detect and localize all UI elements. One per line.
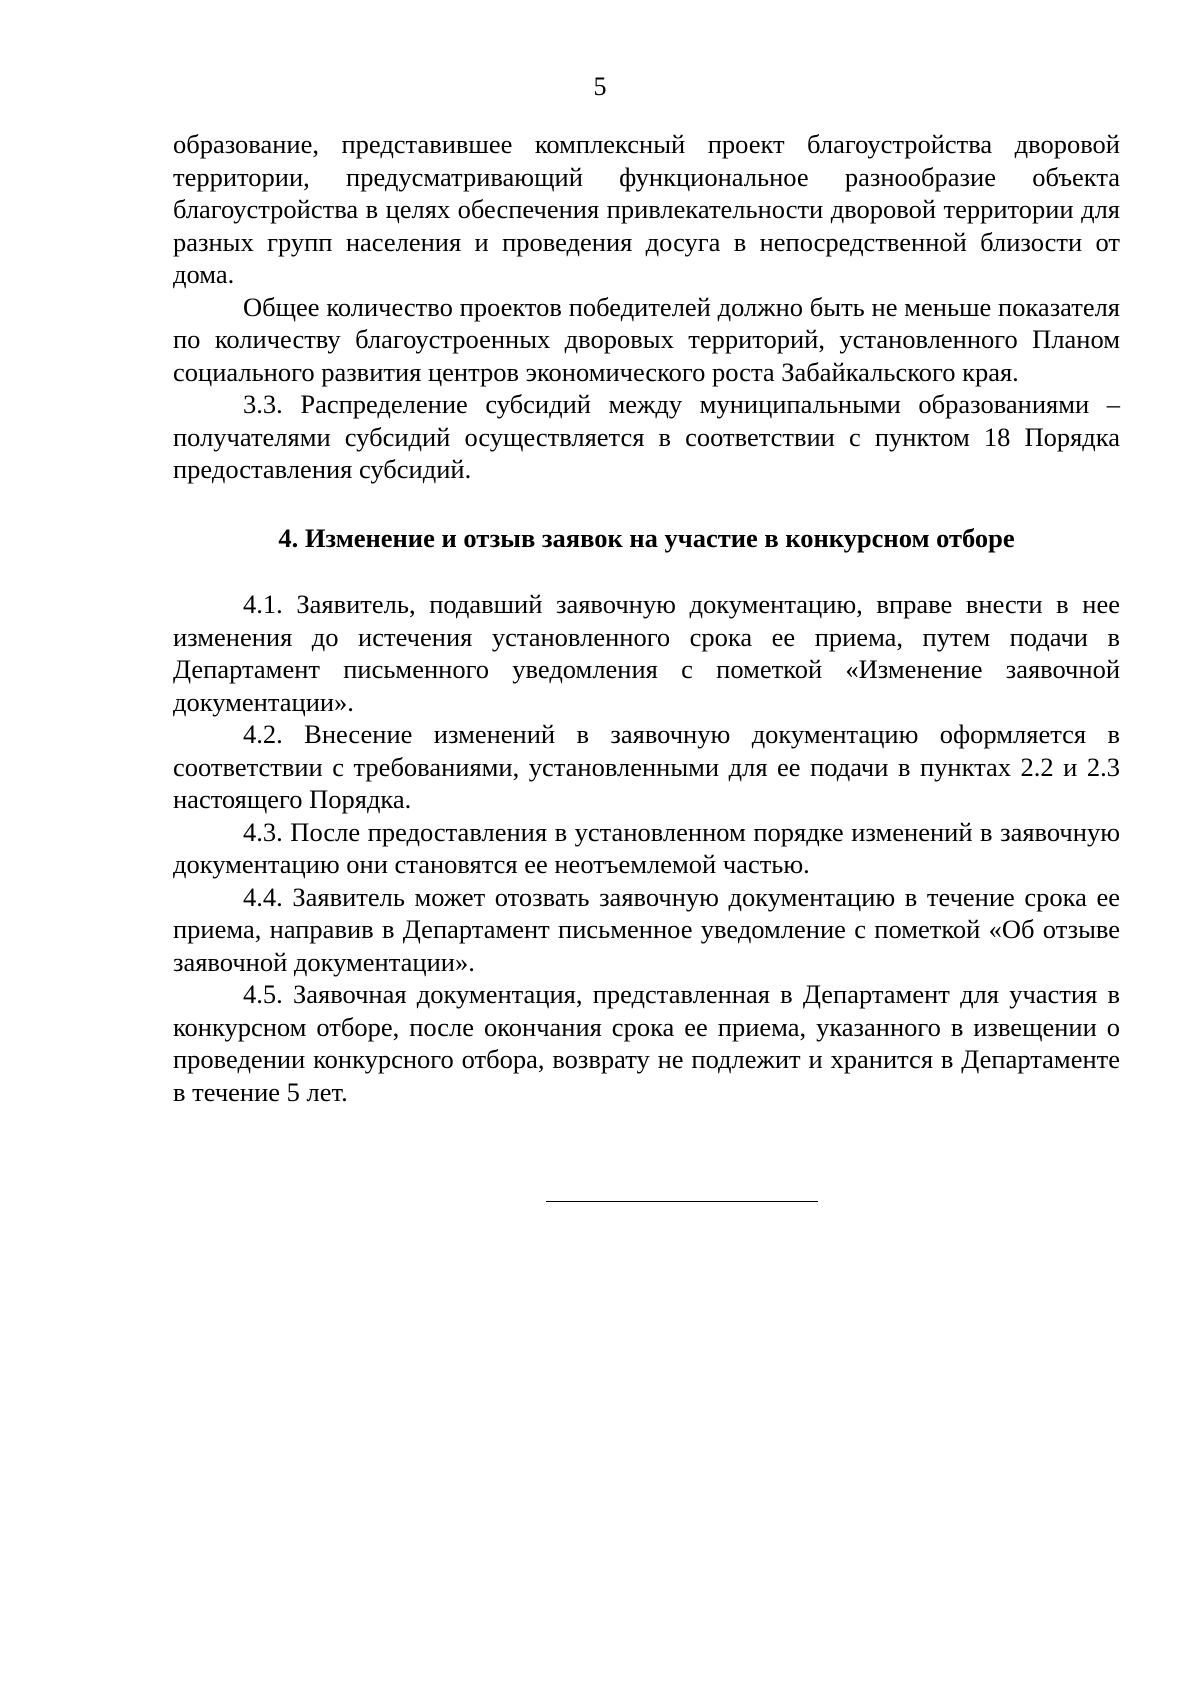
paragraph-4-1: 4.1. Заявитель, подавший заявочную документацию, вправе внести в нее изменения до истечения установленного срока ее приема, путем подачи в Департамент письменного уведомления с пометкой «Изменение заявочной документации». (173, 589, 1120, 717)
paragraph-4-3: 4.3. После предоставления в установленном порядке изменений в заявочную документацию они становятся ее неотъемлемой частью. (173, 816, 1120, 879)
document-body (173, 128, 1120, 1108)
section-heading: 4. Изменение и отзыв заявок на участие в конкурсном отборе (278, 522, 1015, 553)
paragraph-3-3: 3.3. Распределение субсидий между муниципальными образованиями – получателями субсидий осуществляется в соответствии с пунктом 18 Порядка предоставления субсидий. (173, 389, 1120, 484)
page-number: 5 (593, 72, 607, 101)
paragraph-continuation: образование, представившее комплексный проект благоустройства дворовой территории, предусматривающий функциональное разнообразие объекта благоустройства в целях обеспечения привлекательности дворовой территории для разных групп населения и проведения досуга в непосредственной близости от дома. (173, 129, 1120, 289)
paragraph-4-5: 4.5. Заявочная документация, представленная в Департамент для участия в конкурсном отборе, после окончания срока ее приема, указанного в извещении о проведении конкурсного отбора, возврату не подлежит и хранится в Департаменте в течение 5 лет. (173, 979, 1120, 1107)
paragraph-winners-count: Общее количество проектов победителей должно быть не меньше показателя по количеству благоустроенных дворовых территорий, установленного Планом социального развития центров экономического роста Забайкальского края. (173, 291, 1120, 387)
end-separator-line (546, 1201, 818, 1202)
paragraph-4-4: 4.4. Заявитель может отозвать заявочную документацию в течение срока ее приема, направив в Департамент письменное уведомление с пометкой «Об отзыве заявочной документации». (173, 881, 1120, 977)
paragraph-4-2: 4.2. Внесение изменений в заявочную документацию оформляется в соответствии с требованиями, установленными для ее подачи в пунктах 2.2 и 2.3 настоящего Порядка. (173, 719, 1120, 814)
